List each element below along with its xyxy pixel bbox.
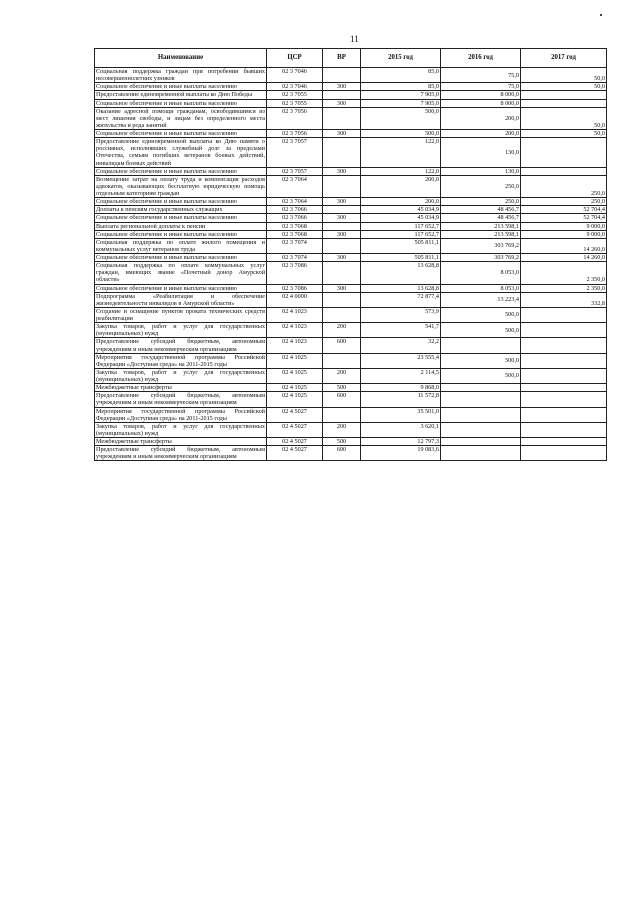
row-name-cell: Предоставление единовременной выплаты ко Дню Победы	[95, 91, 267, 99]
row-csr-cell: 02 3 7066	[267, 214, 323, 222]
row-name-cell: Межбюджетные трансферты	[95, 438, 267, 446]
row-2017-cell	[521, 438, 607, 446]
row-vr-cell: 300	[323, 214, 361, 222]
row-csr-cell: 02 3 7056	[267, 107, 323, 129]
header-2015: 2015 год	[361, 49, 441, 68]
row-2016-cell: 250,0	[441, 198, 521, 206]
row-vr-cell: 300	[323, 130, 361, 138]
header-2017: 2017 год	[521, 49, 607, 68]
table-row	[95, 368, 607, 383]
row-vr-cell	[323, 222, 361, 230]
table-row	[95, 214, 607, 222]
table-row	[95, 83, 607, 91]
row-csr-cell: 02 4 5027	[267, 438, 323, 446]
row-2017-cell: 14 260,0	[521, 254, 607, 262]
row-2015-cell: 200,0	[361, 198, 441, 206]
row-2016-cell: 500,0	[441, 323, 521, 338]
row-2016-cell: 500,0	[441, 353, 521, 368]
row-2017-cell: 2 350,0	[521, 284, 607, 292]
row-2015-cell: 117 652,7	[361, 230, 441, 238]
row-csr-cell: 02 3 7057	[267, 138, 323, 168]
row-2017-cell: 52 704,4	[521, 214, 607, 222]
row-2016-cell: 13 223,4	[441, 292, 521, 307]
row-2017-cell: 9 000,0	[521, 230, 607, 238]
row-2016-cell: 48 456,7	[441, 206, 521, 214]
row-vr-cell	[323, 175, 361, 197]
row-csr-cell: 02 3 7068	[267, 230, 323, 238]
table-row	[95, 238, 607, 253]
row-name-cell: Закупка товаров, работ и услуг для государственных (муниципальных) нужд	[96, 323, 265, 338]
row-2016-cell: 200,0	[441, 130, 521, 138]
row-vr-cell: 200	[323, 368, 361, 383]
row-2016-cell: 75,0	[441, 83, 521, 91]
row-vr-cell	[323, 138, 361, 168]
row-name-cell: Социальное обеспечение и иные выплаты населению	[95, 284, 267, 292]
row-name-cell: Социальное обеспечение и иные выплаты населению	[95, 214, 267, 222]
row-csr-cell: 02 3 7055	[267, 99, 323, 107]
row-2017-cell	[521, 138, 607, 168]
row-csr-cell: 02 4 1023	[267, 307, 323, 322]
table-row	[95, 307, 607, 322]
table-header-row	[95, 49, 607, 68]
row-vr-cell: 600	[323, 446, 361, 461]
table-row	[95, 107, 607, 129]
row-csr-cell: 02 3 7086	[267, 262, 323, 284]
row-2017-cell	[521, 368, 607, 383]
row-2015-cell: 117 652,7	[361, 222, 441, 230]
row-name-cell: Социальная поддержка по оплате коммунальных услуг граждан, имеющих звание «Почетный донор Амурской области»	[96, 262, 265, 284]
row-name-cell: Социальное обеспечение и иные выплаты населению	[95, 167, 267, 175]
row-name-cell: Подпрограмма «Реабилитация и обеспечение жизнедеятельности инвалидов в Амурской области»	[96, 292, 265, 307]
row-2016-cell: 8 053,0	[441, 262, 521, 284]
header-name: Наименование	[95, 49, 267, 68]
row-2017-cell	[521, 91, 607, 99]
row-2016-cell: 48 456,7	[441, 214, 521, 222]
row-csr-cell: 02 4 1023	[267, 323, 323, 338]
row-name-cell: Социальная поддержка граждан при погребении бывших несовершеннолетних узников	[96, 68, 265, 83]
row-2015-cell: 500,0	[361, 107, 441, 129]
row-name-cell: Социальная поддержка по оплате жилого помещения и коммунальных услуг ветеранов труда	[96, 238, 265, 253]
row-name-cell: Мероприятия государственной программы Российской Федерации «Доступная среда» на 2011-2015 годы	[96, 353, 265, 368]
header-csr: ЦСР	[267, 49, 323, 68]
table-row	[95, 206, 607, 214]
row-2016-cell: 200,0	[441, 107, 521, 129]
row-vr-cell: 500	[323, 384, 361, 392]
row-2017-cell	[521, 384, 607, 392]
scan-speck	[600, 14, 602, 16]
row-2016-cell: 130,0	[441, 138, 521, 168]
row-csr-cell: 02 3 7064	[267, 175, 323, 197]
row-2017-cell	[521, 353, 607, 368]
header-2016: 2016 год	[441, 49, 521, 68]
row-csr-cell: 02 4 5027	[267, 446, 323, 461]
table-row	[95, 284, 607, 292]
row-csr-cell: 02 3 7055	[267, 91, 323, 99]
header-vr: ВР	[323, 49, 361, 68]
row-2015-cell: 45 034,9	[361, 214, 441, 222]
row-2017-cell	[521, 307, 607, 322]
table-row	[95, 91, 607, 99]
row-2015-cell: 45 034,9	[361, 206, 441, 214]
row-csr-cell: 02 3 7066	[267, 206, 323, 214]
table-row	[95, 353, 607, 368]
row-2017-cell: 50,0	[521, 107, 607, 129]
row-2017-cell	[521, 167, 607, 175]
row-2017-cell: 9 000,0	[521, 222, 607, 230]
row-name-cell: Социальное обеспечение и иные выплаты населению	[95, 130, 267, 138]
row-2016-cell: 500,0	[441, 368, 521, 383]
row-2015-cell: 541,7	[361, 323, 441, 338]
table-row	[95, 392, 607, 407]
row-2015-cell: 573,9	[361, 307, 441, 322]
row-2016-cell: 303 769,2	[441, 238, 521, 253]
table-row	[95, 130, 607, 138]
row-2017-cell: 250,0	[521, 175, 607, 197]
row-2015-cell: 9 868,0	[361, 384, 441, 392]
row-2015-cell: 7 905,0	[361, 99, 441, 107]
row-csr-cell: 02 3 7068	[267, 222, 323, 230]
row-2015-cell: 200,0	[361, 175, 441, 197]
row-csr-cell: 02 3 7086	[267, 284, 323, 292]
row-2016-cell: 303 769,2	[441, 254, 521, 262]
row-2017-cell: 50,0	[521, 83, 607, 91]
row-2015-cell: 13 628,8	[361, 284, 441, 292]
row-name-cell: Возмещение затрат на оплату труда и компенсация расходов адвокатов, оказывающих бесплатную юридическую помощь отдельным категориям граждан	[96, 175, 265, 197]
row-name-cell: Предоставление субсидий бюджетным, автономным учреждениям и иным некоммерческим организациям	[96, 446, 265, 461]
row-2017-cell	[521, 323, 607, 338]
row-2016-cell	[441, 338, 521, 353]
row-2017-cell	[521, 99, 607, 107]
row-vr-cell: 300	[323, 167, 361, 175]
table-row	[95, 230, 607, 238]
row-csr-cell: 02 4 1025	[267, 368, 323, 383]
table-row	[95, 338, 607, 353]
table-row	[95, 167, 607, 175]
row-vr-cell: 200	[323, 323, 361, 338]
row-csr-cell: 02 4 1025	[267, 353, 323, 368]
row-2016-cell: 500,0	[441, 307, 521, 322]
row-name-cell: Закупка товаров, работ и услуг для государственных (муниципальных) нужд	[96, 422, 265, 437]
row-vr-cell: 300	[323, 99, 361, 107]
row-vr-cell	[323, 262, 361, 284]
row-2017-cell: 2 350,0	[521, 262, 607, 284]
row-csr-cell: 02 3 7046	[267, 68, 323, 83]
row-2017-cell: 332,8	[521, 292, 607, 307]
row-2017-cell	[521, 392, 607, 407]
row-vr-cell	[323, 107, 361, 129]
row-csr-cell: 02 3 7064	[267, 198, 323, 206]
row-2015-cell: 72 877,4	[361, 292, 441, 307]
table-row	[95, 438, 607, 446]
row-vr-cell: 600	[323, 392, 361, 407]
row-2016-cell	[441, 392, 521, 407]
row-csr-cell: 02 3 7056	[267, 130, 323, 138]
row-vr-cell	[323, 407, 361, 422]
table-row	[95, 99, 607, 107]
row-csr-cell: 02 3 7057	[267, 167, 323, 175]
row-2015-cell: 23 555,4	[361, 353, 441, 368]
row-2016-cell	[441, 446, 521, 461]
row-2017-cell: 50,0	[521, 130, 607, 138]
row-vr-cell	[323, 238, 361, 253]
row-2015-cell: 505 811,1	[361, 238, 441, 253]
row-name-cell: Социальное обеспечение и иные выплаты населению	[95, 230, 267, 238]
page-number: 11	[350, 34, 359, 44]
row-csr-cell: 02 4 1023	[267, 338, 323, 353]
row-2015-cell: 85,0	[361, 68, 441, 83]
row-name-cell: Предоставление субсидий бюджетным, автономным учреждениям и иным некоммерческим организациям	[96, 392, 265, 407]
row-name-cell: Межбюджетные трансферты	[95, 384, 267, 392]
row-vr-cell: 600	[323, 338, 361, 353]
row-2015-cell: 2 114,5	[361, 368, 441, 383]
row-2016-cell: 130,0	[441, 167, 521, 175]
table-row	[95, 384, 607, 392]
table-row	[95, 262, 607, 284]
row-2016-cell	[441, 422, 521, 437]
row-name-cell: Выплата региональной доплаты к пенсии	[95, 222, 267, 230]
row-2016-cell: 213 598,1	[441, 222, 521, 230]
row-csr-cell: 02 4 0000	[267, 292, 323, 307]
row-2015-cell: 7 905,0	[361, 91, 441, 99]
row-name-cell: Закупка товаров, работ и услуг для государственных (муниципальных) нужд	[96, 368, 265, 383]
row-2015-cell: 35 501,0	[361, 407, 441, 422]
row-2015-cell: 85,0	[361, 83, 441, 91]
table-row	[95, 254, 607, 262]
budget-table	[94, 48, 607, 461]
row-vr-cell	[323, 292, 361, 307]
row-name-cell: Предоставление единовременной выплаты ко Дню памяти о россиянах, исполнявших служебный долг за пределами Отечества, семьям погибших ветеранов боевых действий, инвалидам боевых действий	[96, 138, 265, 167]
row-2017-cell: 50,0	[521, 68, 607, 83]
table-row	[95, 292, 607, 307]
row-vr-cell: 300	[323, 83, 361, 91]
row-2017-cell: 250,0	[521, 198, 607, 206]
row-2015-cell: 3 620,1	[361, 422, 441, 437]
row-name-cell: Предоставление субсидий бюджетным, автономным учреждениям и иным некоммерческим организациям	[96, 338, 265, 353]
table-row	[95, 407, 607, 422]
table-row	[95, 323, 607, 338]
table-row	[95, 198, 607, 206]
table-row	[95, 446, 607, 461]
table-row	[95, 138, 607, 168]
row-csr-cell: 02 3 7074	[267, 238, 323, 253]
row-vr-cell: 300	[323, 254, 361, 262]
row-vr-cell: 200	[323, 422, 361, 437]
row-name-cell: Мероприятия государственной программы Российской Федерации «Доступная среда» на 2011-2015 годы	[96, 407, 265, 422]
row-name-cell: Доплаты к пенсиям государственных служащих	[95, 206, 267, 214]
table-row	[95, 422, 607, 437]
row-2016-cell	[441, 407, 521, 422]
row-2015-cell: 32,2	[361, 338, 441, 353]
row-2017-cell: 52 704,4	[521, 206, 607, 214]
row-2015-cell: 122,0	[361, 138, 441, 168]
table-row	[95, 175, 607, 197]
row-vr-cell	[323, 307, 361, 322]
row-csr-cell: 02 4 5027	[267, 407, 323, 422]
row-2016-cell: 250,0	[441, 175, 521, 197]
row-2016-cell	[441, 438, 521, 446]
row-2016-cell: 213 598,1	[441, 230, 521, 238]
row-2017-cell: 14 260,0	[521, 238, 607, 253]
row-vr-cell: 300	[323, 230, 361, 238]
row-vr-cell: 300	[323, 198, 361, 206]
row-2016-cell: 75,0	[441, 68, 521, 83]
row-csr-cell: 02 4 1025	[267, 384, 323, 392]
row-2016-cell: 8 053,0	[441, 284, 521, 292]
row-2016-cell: 8 000,0	[441, 91, 521, 99]
row-vr-cell	[323, 206, 361, 214]
row-2015-cell: 11 572,8	[361, 392, 441, 407]
row-2017-cell	[521, 422, 607, 437]
table-row	[95, 222, 607, 230]
row-2017-cell	[521, 338, 607, 353]
row-csr-cell: 02 3 7074	[267, 254, 323, 262]
row-name-cell: Создание и оснащение пунктов проката технических средств реабилитации	[96, 307, 265, 322]
row-csr-cell: 02 4 5027	[267, 422, 323, 437]
row-vr-cell: 500	[323, 438, 361, 446]
table-body	[95, 68, 607, 461]
row-2015-cell: 13 628,8	[361, 262, 441, 284]
row-name-cell: Социальное обеспечение и иные выплаты населению	[95, 99, 267, 107]
row-name-cell: Социальное обеспечение и иные выплаты населению	[95, 198, 267, 206]
row-2017-cell	[521, 407, 607, 422]
row-vr-cell	[323, 68, 361, 83]
row-name-cell: Социальное обеспечение и иные выплаты населению	[95, 83, 267, 91]
row-2016-cell	[441, 384, 521, 392]
row-vr-cell	[323, 91, 361, 99]
row-name-cell: Социальное обеспечение и иные выплаты населению	[95, 254, 267, 262]
table-row	[95, 68, 607, 83]
row-vr-cell	[323, 353, 361, 368]
row-vr-cell: 300	[323, 284, 361, 292]
row-2015-cell: 500,0	[361, 130, 441, 138]
row-2015-cell: 12 797,3	[361, 438, 441, 446]
row-name-cell: Оказание адресной помощи гражданам, освободившимся из мест лишения свободы, и лицам без определенного места жительства и рода занятий	[96, 107, 265, 129]
row-2016-cell: 8 000,0	[441, 99, 521, 107]
row-csr-cell: 02 3 7046	[267, 83, 323, 91]
row-csr-cell: 02 4 1025	[267, 392, 323, 407]
row-2015-cell: 122,0	[361, 167, 441, 175]
row-2017-cell	[521, 446, 607, 461]
row-2015-cell: 505 811,1	[361, 254, 441, 262]
row-2015-cell: 19 083,6	[361, 446, 441, 461]
